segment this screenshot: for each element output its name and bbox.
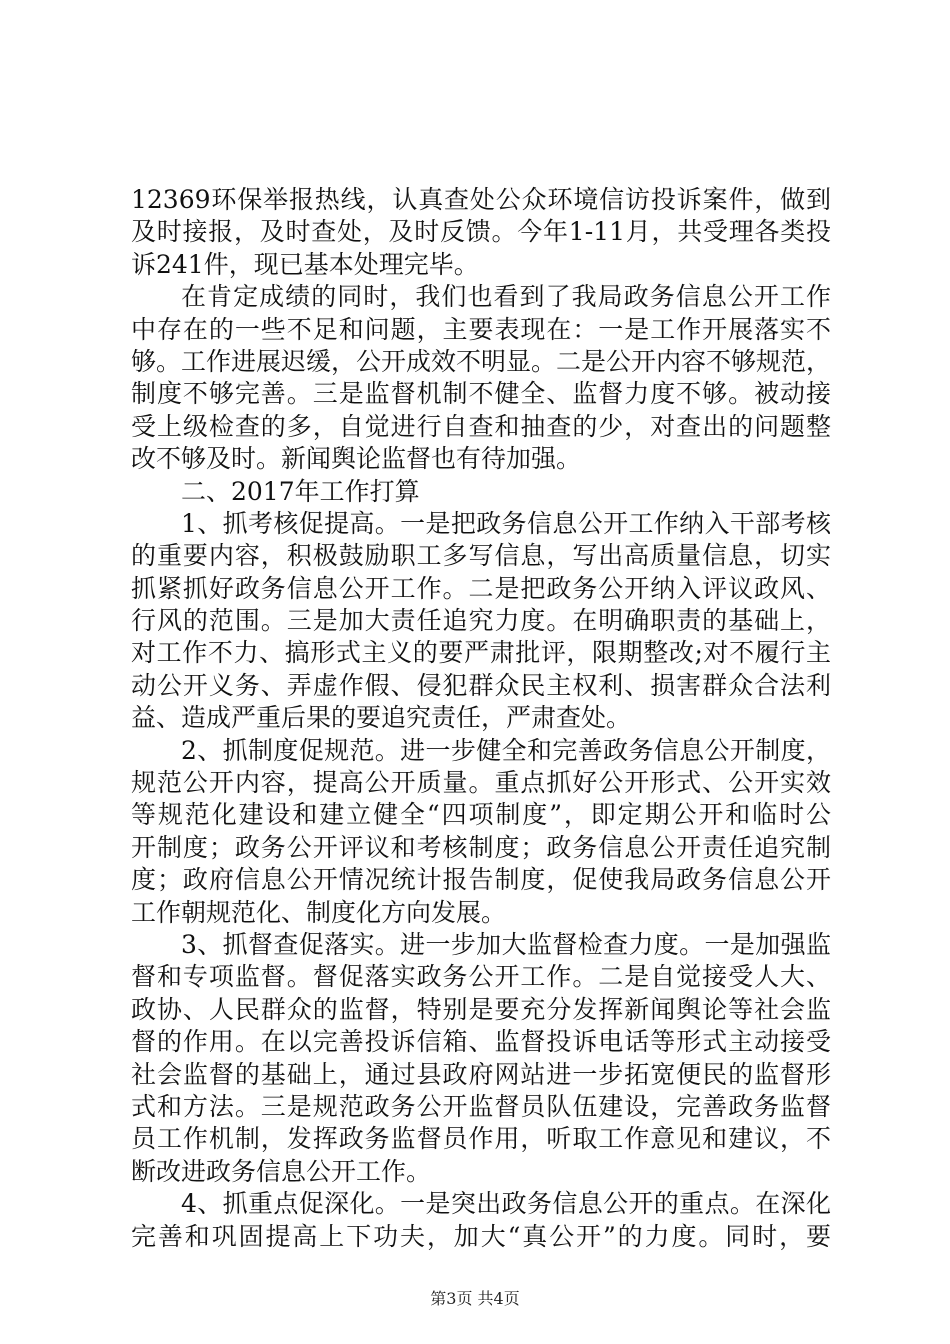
text-line: 断改进政务信息公开工作。 [131,1156,432,1186]
text-line: 及时接报，及时查处，及时反馈。今年1-11月，共受理各类投 [131,217,831,247]
text-line: 等规范化建设和建立健全“四项制度”，即定期公开和临时公 [131,800,831,830]
text-line: 抓紧抓好政务信息公开工作。二是把政务公开纳入评议政风、 [131,573,831,603]
text-line: 规范公开内容，提高公开质量。重点抓好公开形式、公开实效 [131,768,831,798]
text-line: 督和专项监督。督促落实政务公开工作。二是自觉接受人大、 [131,962,831,992]
text-line: 式和方法。三是规范政务公开监督员队伍建设，完善政务监督 [131,1091,831,1121]
text-line: 度；政府信息公开情况统计报告制度，促使我局政务信息公开 [131,865,831,895]
text-line: 制度不够完善。三是监督机制不健全、监督力度不够。被动接 [131,379,831,409]
text-line: 完善和巩固提高上下功夫，加大“真公开”的力度。同时，要 [131,1221,831,1251]
text-line: 受上级检查的多，自觉进行自查和抽查的少，对查出的问题整 [131,411,831,441]
text-line: 督的作用。在以完善投诉信箱、监督投诉电话等形式主动接受 [131,1027,831,1057]
text-line: 开制度；政务公开评议和考核制度；政务信息公开责任追究制 [131,832,831,862]
document-body [131,184,831,1253]
text-line: 3、抓督查促落实。进一步加大监督检查力度。一是加强监 [181,929,831,959]
text-line: 对工作不力、搞形式主义的要严肃批评，限期整改;对不履行主 [131,638,831,668]
page-footer: 第3页 共4页 [430,1289,520,1308]
text-line: 12369环保举报热线，认真查处公众环境信访投诉案件，做到 [131,185,831,214]
text-line: 行风的范围。三是加大责任追究力度。在明确职责的基础上， [131,606,831,636]
text-line: 够。工作进展迟缓，公开成效不明显。二是公开内容不够规范， [131,346,832,376]
text-line: 1、抓考核促提高。一是把政务信息公开工作纳入干部考核 [181,508,831,538]
text-line: 动公开义务、弄虚作假、侵犯群众民主权利、损害群众合法利 [131,670,831,700]
text-line: 的重要内容，积极鼓励职工多写信息，写出高质量信息，切实 [131,541,831,571]
text-line: 益、造成严重后果的要追究责任，严肃查处。 [131,703,632,733]
text-line: 在肯定成绩的同时，我们也看到了我局政务信息公开工作 [181,282,831,312]
text-line: 2、抓制度促规范。进一步健全和完善政务信息公开制度， [181,735,831,765]
text-line: 社会监督的基础上，通过县政府网站进一步拓宽便民的监督形 [131,1059,831,1089]
text-line: 改不够及时。新闻舆论监督也有待加强。 [131,444,582,474]
text-line: 中存在的一些不足和问题，主要表现在：一是工作开展落实不 [131,314,831,344]
text-line: 4、抓重点促深化。一是突出政务信息公开的重点。在深化 [181,1189,831,1219]
text-line: 工作朝规范化、制度化方向发展。 [131,897,507,927]
text-line: 二、2017年工作打算 [181,476,420,506]
text-line: 诉241件，现已基本处理完毕。 [131,249,479,279]
text-line: 员工作机制，发挥政务监督员作用，听取工作意见和建议，不 [131,1124,831,1154]
text-line: 政协、人民群众的监督，特别是要充分发挥新闻舆论等社会监 [131,994,831,1024]
